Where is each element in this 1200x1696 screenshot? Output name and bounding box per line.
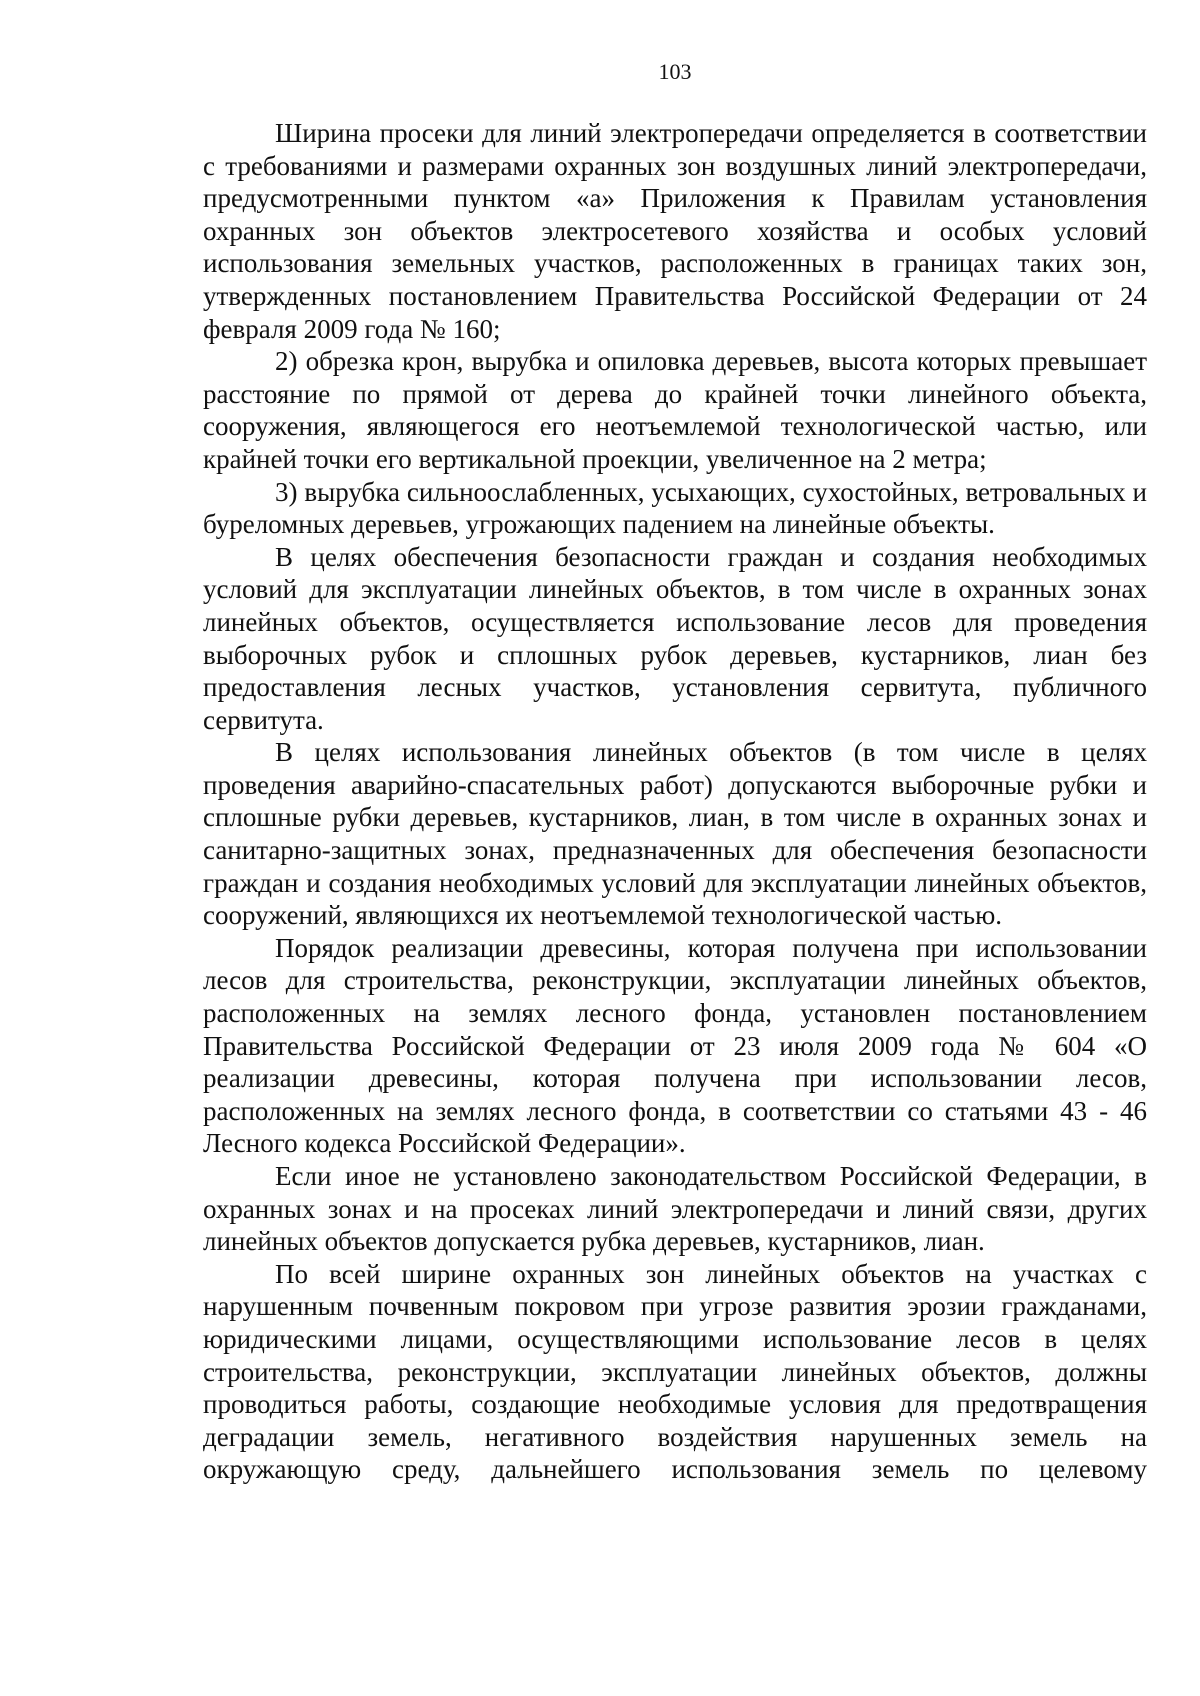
paragraph-timber-sale: Порядок реализации древесины, которая получена при использовании лесов для строительства, реконструкции, эксплуатации линейных объектов, расположенных на землях лесного фонда, установлен постановлением Правительства Российской Федерации от 23 июля 2009 года № 604 «О реализации древесины, которая получена при использовании лесов, расположенных на землях лесного фонда, в соответствии со статьями 43 - 46 Лесного кодекса Российской Федерации». xyxy=(203,932,1147,1159)
list-item-2: 2) обрезка крон, вырубка и опиловка деревьев, высота которых превышает расстояние по прямой от дерева до крайней точки линейного объекта, сооружения, являющегося его неотъемлемой технологической частью, или крайней точки его вертикальной проекции, увеличенное на 2 метра; xyxy=(203,346,1147,474)
paragraph-safety: В целях обеспечения безопасности граждан и создания необходимых условий для эксплуатации линейных объектов, в том числе в охранных зонах линейных объектов, осуществляется использование лесов для проведения выборочных рубок и сплошных рубок деревьев, кустарников, лиан без предоставления лесных участков, установления сервитута, публичного сервитута. xyxy=(203,541,1147,735)
paragraph-felling-allowed: Если иное не установлено законодательством Российской Федерации, в охранных зонах и на просеках линий электропередачи и линий связи, других линейных объектов допускается рубка деревьев, кустарников, лиан. xyxy=(203,1161,1147,1257)
paragraph-continuation: Ширина просеки для линий электропередачи определяется в соответствии с требованиями и размерами охранных зон воздушных линий электропередачи, предусмотренными пунктом «а» Приложения к Правилам установления охранных зон объектов электросетевого хозяйства и особых условий использования земельных участков, расположенных в границах таких зон, утвержденных постановлением Правительства Российской Федерации от 24 февраля 2009 года № 160; xyxy=(203,118,1147,344)
page-number: 103 xyxy=(658,59,692,84)
list-item-3: 3) вырубка сильноослабленных, усыхающих, сухостойных, ветровальных и буреломных деревьев, угрожающих падением на линейные объекты. xyxy=(203,476,1147,540)
paragraph-linear-objects-use: В целях использования линейных объектов (в том числе в целях проведения аварийно-спасательных работ) допускаются выборочные рубки и сплошные рубки деревьев, кустарников, лиан, в том числе в охранных зонах и санитарно-защитных зонах, предназначенных для обеспечения безопасности граждан и создания необходимых условий для эксплуатации линейных объектов, сооружений, являющихся их неотъемлемой технологической частью. xyxy=(203,737,1147,931)
paragraph-erosion-works: По всей ширине охранных зон линейных объектов на участках с нарушенным почвенным покровом при угрозе развития эрозии гражданами, юридическими лицами, осуществляющими использование лесов в целях строительства, реконструкции, эксплуатации линейных объектов, должны проводиться работы, создающие необходимые условия для предотвращения деградации земель, негативного воздействия нарушенных земель на окружающую среду, дальнейшего использования земель по целевому xyxy=(203,1258,1147,1485)
document-body xyxy=(203,117,1147,1486)
